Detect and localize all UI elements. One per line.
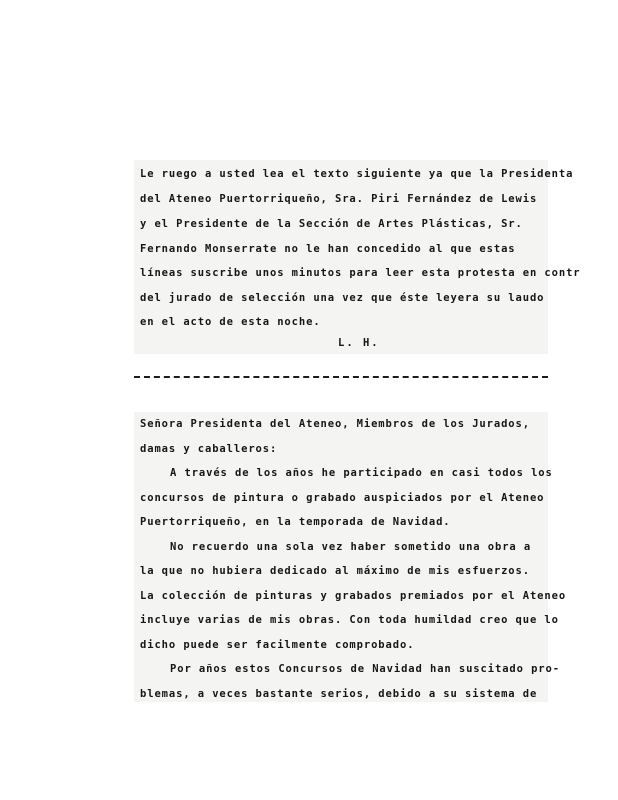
note-line-6: del jurado de selección una vez que éste leyera su laudo [140, 292, 545, 304]
speech-line-9: incluye varias de mis obras. Con toda humildad creo que lo [140, 614, 559, 626]
speech-line-11: Por años estos Concursos de Navidad han suscitado pro- [170, 663, 560, 675]
speech-salutation: Señora Presidenta del Ateneo, Miembros de los Jurados, [140, 418, 530, 430]
speech-line-7: la que no hubiera dedicado al máximo de mis esfuerzos. [140, 565, 530, 577]
speech-line-4: concursos de pintura o grabado auspiciados por el Ateneo [140, 492, 545, 504]
speech-line-12: blemas, a veces bastante serios, debido a su sistema de [140, 688, 538, 700]
speech-line-3: A través de los años he participado en casi todos los [170, 467, 553, 479]
note-line-3: y el Presidente de la Sección de Artes Plásticas, Sr. [140, 218, 523, 230]
speech-line-5: Puertorriqueño, en la temporada de Navidad. [140, 516, 451, 528]
note-line-5: líneas suscribe unos minutos para leer esta protesta en contr [140, 267, 581, 279]
note-line-4: Fernando Monserrate no le han concedido al que estas [140, 243, 516, 255]
speech-line-10: dicho puede ser facilmente comprobado. [140, 639, 415, 651]
note-signature: L. H. [338, 337, 380, 349]
note-line-1: Le ruego a usted lea el texto siguiente ya que la Presidenta [140, 168, 574, 180]
speech-line-8: La colección de pinturas y grabados premiados por el Ateneo [140, 590, 567, 602]
speech-line-6: No recuerdo una sola vez haber sometido una obra a [170, 541, 532, 553]
note-line-2: del Ateneo Puertorriqueño, Sra. Piri Fernández de Lewis [140, 193, 538, 205]
speech-paste-up [134, 412, 548, 702]
note-line-7: en el acto de esta noche. [140, 316, 321, 328]
speech-salutation-cont: damas y caballeros: [140, 443, 278, 455]
dashed-divider [134, 376, 548, 378]
